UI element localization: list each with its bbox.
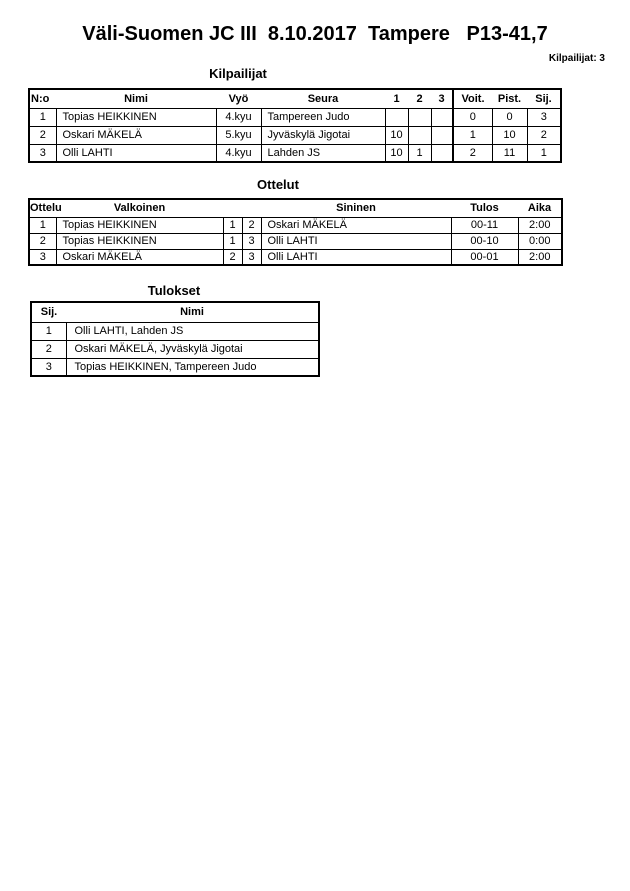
col-header-nimi: Nimi <box>56 89 216 108</box>
cell-ottelu: 2 <box>29 233 56 249</box>
page-title: Väli-Suomen JC III 8.10.2017 Tampere P13-41,7 <box>82 23 548 45</box>
cell-nimi: Oskari MÄKELÄ <box>56 126 216 144</box>
cell-tulos: 00-10 <box>451 233 518 249</box>
col-header-round1: 1 <box>385 89 408 108</box>
cell-sij: 1 <box>31 322 66 340</box>
col-header-ottelu: Ottelu <box>29 199 56 217</box>
col-header-sininen: Sininen <box>261 199 451 217</box>
result-row <box>31 322 319 340</box>
cell-aika: 0:00 <box>518 233 562 249</box>
col-header-tulos: Tulos <box>451 199 518 217</box>
cell-round3 <box>431 108 453 126</box>
cell-no: 2 <box>29 126 56 144</box>
competitor-row <box>29 126 561 144</box>
cell-aika: 2:00 <box>518 249 562 265</box>
cell-tulos: 00-01 <box>451 249 518 265</box>
cell-blue-no: 2 <box>242 217 261 233</box>
cell-seura: Tampereen Judo <box>261 108 385 126</box>
ottelut-heading: Ottelut <box>257 177 299 192</box>
col-header-sij: Sij. <box>31 302 66 322</box>
cell-blue-no: 3 <box>242 233 261 249</box>
cell-white-no: 1 <box>223 233 242 249</box>
tulokset-header-row <box>31 302 319 322</box>
kilpailijat-table <box>28 88 562 163</box>
col-header-round2: 2 <box>408 89 431 108</box>
kilpailijat-heading: Kilpailijat <box>209 66 267 81</box>
cell-voit: 0 <box>453 108 492 126</box>
cell-valkoinen: Oskari MÄKELÄ <box>56 249 223 265</box>
col-header-round3: 3 <box>431 89 453 108</box>
cell-nimi: Olli LAHTI <box>56 144 216 162</box>
cell-vyo: 5.kyu <box>216 126 261 144</box>
col-header-vyo: Vyö <box>216 89 261 108</box>
cell-no: 3 <box>29 144 56 162</box>
competitor-row <box>29 144 561 162</box>
cell-tulos: 00-11 <box>451 217 518 233</box>
cell-round1: 10 <box>385 144 408 162</box>
cell-blue-no: 3 <box>242 249 261 265</box>
cell-sininen: Olli LAHTI <box>261 233 451 249</box>
cell-round2: 1 <box>408 144 431 162</box>
cell-nimi: Topias HEIKKINEN <box>56 108 216 126</box>
cell-sininen: Olli LAHTI <box>261 249 451 265</box>
col-header-aika: Aika <box>518 199 562 217</box>
cell-round1 <box>385 108 408 126</box>
cell-sij: 3 <box>527 108 561 126</box>
cell-round2 <box>408 108 431 126</box>
cell-pist: 11 <box>492 144 527 162</box>
cell-no: 1 <box>29 108 56 126</box>
col-header-white-no <box>223 199 242 217</box>
cell-valkoinen: Topias HEIKKINEN <box>56 233 223 249</box>
col-header-nimi: Nimi <box>66 302 319 322</box>
cell-voit: 2 <box>453 144 492 162</box>
cell-round2 <box>408 126 431 144</box>
match-row <box>29 249 562 265</box>
col-header-seura: Seura <box>261 89 385 108</box>
cell-aika: 2:00 <box>518 217 562 233</box>
ottelut-table <box>28 198 563 266</box>
cell-sij: 2 <box>31 340 66 358</box>
match-row <box>29 233 562 249</box>
kilpailijat-header-row <box>29 89 561 108</box>
col-header-valkoinen: Valkoinen <box>56 199 223 217</box>
cell-pist: 10 <box>492 126 527 144</box>
cell-seura: Lahden JS <box>261 144 385 162</box>
col-header-pist: Pist. <box>492 89 527 108</box>
ottelut-header-row <box>29 199 562 217</box>
cell-round3 <box>431 144 453 162</box>
cell-vyo: 4.kyu <box>216 108 261 126</box>
cell-voit: 1 <box>453 126 492 144</box>
cell-sij: 2 <box>527 126 561 144</box>
cell-valkoinen: Topias HEIKKINEN <box>56 217 223 233</box>
cell-vyo: 4.kyu <box>216 144 261 162</box>
cell-nimi: Oskari MÄKELÄ, Jyväskylä Jigotai <box>66 340 319 358</box>
cell-pist: 0 <box>492 108 527 126</box>
cell-white-no: 1 <box>223 217 242 233</box>
cell-seura: Jyväskylä Jigotai <box>261 126 385 144</box>
cell-white-no: 2 <box>223 249 242 265</box>
col-header-voit: Voit. <box>453 89 492 108</box>
col-header-no: N:o <box>29 89 56 108</box>
participants-count: Kilpailijat: 3 <box>548 53 605 64</box>
col-header-blue-no <box>242 199 261 217</box>
cell-sininen: Oskari MÄKELÄ <box>261 217 451 233</box>
cell-round3 <box>431 126 453 144</box>
cell-sij: 3 <box>31 358 66 376</box>
cell-ottelu: 1 <box>29 217 56 233</box>
tulokset-heading: Tulokset <box>147 283 201 298</box>
col-header-sij: Sij. <box>527 89 561 108</box>
result-row <box>31 358 319 376</box>
cell-round1: 10 <box>385 126 408 144</box>
tulokset-table <box>30 301 320 377</box>
cell-ottelu: 3 <box>29 249 56 265</box>
match-row <box>29 217 562 233</box>
cell-sij: 1 <box>527 144 561 162</box>
cell-nimi: Topias HEIKKINEN, Tampereen Judo <box>66 358 319 376</box>
cell-nimi: Olli LAHTI, Lahden JS <box>66 322 319 340</box>
competitor-row <box>29 108 561 126</box>
result-row <box>31 340 319 358</box>
